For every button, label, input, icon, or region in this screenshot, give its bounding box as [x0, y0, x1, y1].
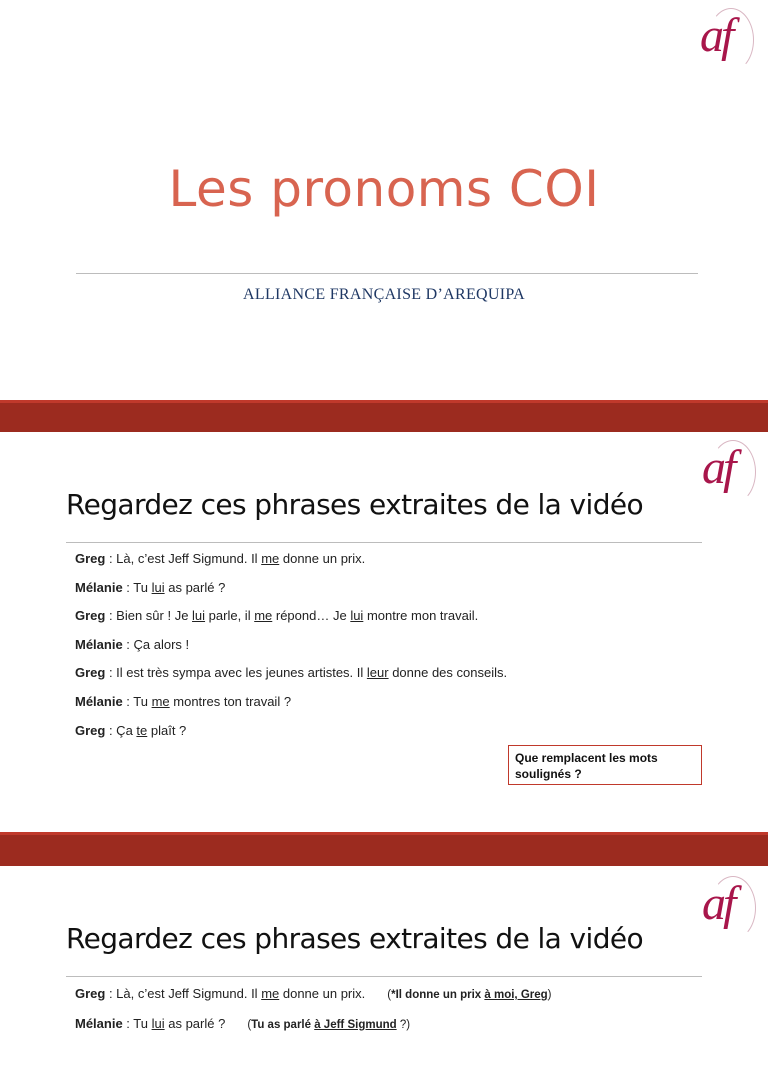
underlined-pronoun: me	[254, 608, 273, 624]
speaker-name: Greg	[75, 608, 106, 624]
note-part: (	[387, 989, 392, 1001]
dialogue-text: plaît ?	[147, 722, 187, 738]
note-part: Tu as parlé	[251, 1018, 315, 1031]
dialogue-text: : Ça	[105, 722, 137, 738]
question-box: Que remplacent les mots soulignés ?	[508, 745, 702, 785]
dialogue-text: : Il est très sympa avec les jeunes artistes. Il	[105, 665, 367, 681]
dialogue-line	[75, 574, 695, 603]
dialogue-text: : Là, c’est Jeff Sigmund. Il	[105, 986, 262, 1001]
dialogue-text: : Tu	[122, 579, 152, 595]
dialogue-list	[75, 545, 695, 745]
speaker-name: Greg	[75, 551, 106, 566]
dialogue-answer-slide	[0, 866, 768, 1066]
underlined-pronoun: te	[136, 722, 148, 738]
divider	[76, 273, 698, 274]
dialogue-slide	[0, 432, 768, 832]
underlined-pronoun: me	[261, 551, 280, 566]
dialogue-line	[75, 717, 695, 746]
explanation-note	[247, 1019, 410, 1031]
underlined-pronoun: me	[151, 693, 170, 709]
dialogue-line	[75, 1010, 695, 1040]
dialogue-text: : Tu	[122, 693, 152, 709]
af-logo-icon	[700, 8, 760, 78]
dialogue-text: donne un prix.	[279, 986, 366, 1001]
dialogue-text: : Là, c’est Jeff Sigmund. Il	[105, 551, 262, 566]
slide-separator	[0, 400, 768, 432]
dialogue-line	[75, 688, 695, 717]
dialogue-line	[75, 980, 695, 1010]
underlined-pronoun: lui	[350, 608, 364, 624]
speaker-name: Greg	[75, 722, 106, 738]
dialogue-text: montres ton travail ?	[169, 693, 292, 709]
slide-title: Regardez ces phrases extraites de la vidéo	[66, 922, 644, 955]
dialogue-text: : Ça alors !	[122, 636, 190, 652]
explanation-note	[387, 989, 551, 1001]
dialogue-text: donne un prix.	[279, 551, 366, 566]
page-title: Les pronoms COI	[168, 160, 600, 218]
af-logo-icon	[702, 440, 762, 510]
note-part: (	[247, 1018, 252, 1031]
af-logo-icon	[702, 876, 762, 946]
dialogue-text: as parlé ?	[164, 579, 226, 595]
divider	[66, 976, 702, 977]
note-part: à moi, Greg	[484, 989, 548, 1001]
speaker-name: Greg	[75, 665, 106, 681]
logo-text: af	[700, 9, 732, 62]
divider	[66, 542, 702, 543]
underlined-pronoun: leur	[366, 665, 389, 681]
underlined-pronoun: lui	[151, 579, 165, 595]
dialogue-text: répond… Je	[272, 608, 351, 624]
underlined-pronoun: lui	[192, 608, 206, 624]
dialogue-text: as parlé ?	[164, 1015, 226, 1031]
dialogue-list	[75, 980, 695, 1039]
underlined-pronoun: lui	[151, 1015, 165, 1031]
dialogue-text: donne des conseils.	[388, 665, 508, 681]
slide-separator	[0, 832, 768, 866]
logo-text: af	[702, 877, 734, 930]
speaker-name: Mélanie	[75, 579, 123, 595]
title-slide	[0, 0, 768, 400]
speaker-name: Mélanie	[75, 636, 123, 652]
dialogue-text: montre mon travail.	[363, 608, 479, 624]
slide-title: Regardez ces phrases extraites de la vidéo	[66, 488, 644, 521]
note-part: *Il donne un prix	[391, 989, 485, 1001]
dialogue-line	[75, 602, 695, 631]
speaker-name: Mélanie	[75, 1015, 123, 1031]
speaker-name: Greg	[75, 986, 106, 1001]
dialogue-line	[75, 659, 695, 688]
institution-name: ALLIANCE FRANÇAISE D’AREQUIPA	[243, 286, 525, 303]
note-part: ?)	[396, 1018, 411, 1031]
dialogue-text: parle, il	[205, 608, 255, 624]
dialogue-line	[75, 545, 695, 574]
underlined-pronoun: me	[261, 986, 280, 1001]
speaker-name: Mélanie	[75, 693, 123, 709]
dialogue-text: : Bien sûr ! Je	[105, 608, 193, 624]
logo-text: af	[702, 441, 734, 494]
note-part: )	[547, 989, 552, 1001]
dialogue-line	[75, 631, 695, 660]
dialogue-text: : Tu	[122, 1015, 152, 1031]
note-part: à Jeff Sigmund	[314, 1018, 397, 1031]
